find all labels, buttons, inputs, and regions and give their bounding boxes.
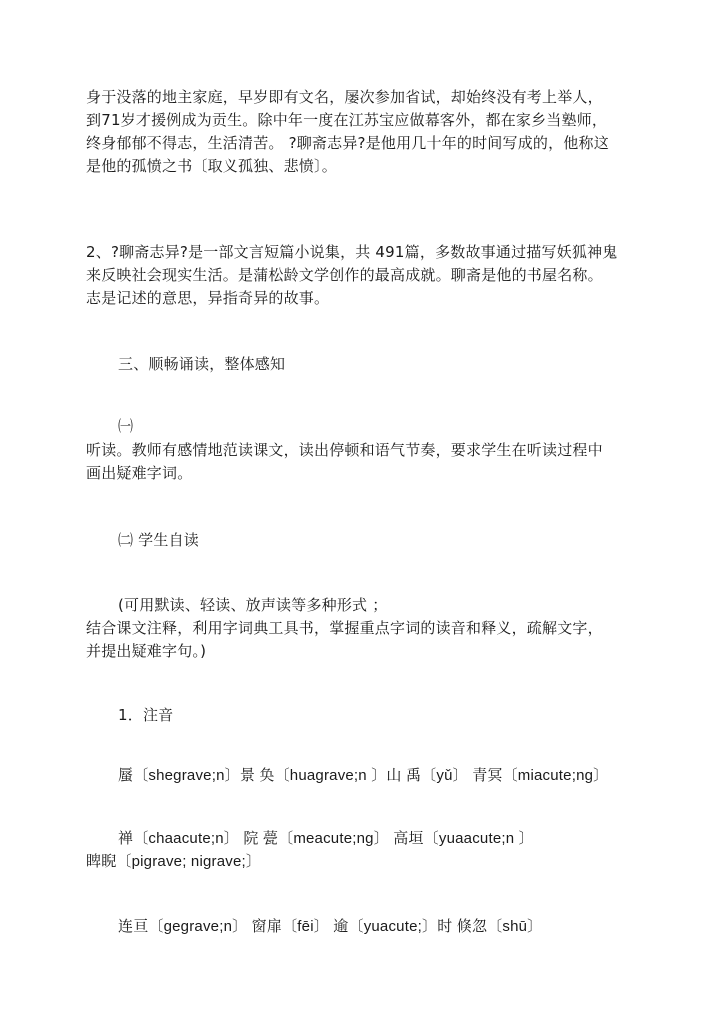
sub-1-marker: ㈠: [118, 417, 134, 435]
sub-2-heading: ㈡ 学生自读: [118, 531, 199, 549]
intro-line-4: 是他的孤愤之书〔取义孤独、悲愤〕。: [86, 157, 337, 175]
pronunciation-line-1: 蜃〔shegrave;n〕景 奂〔huagrave;n 〕山 禹〔yǔ〕 青冥〔miacute;ng〕: [118, 767, 609, 784]
section-3-heading: 三、顺畅诵读，整体感知: [118, 355, 286, 373]
pronunciation-line-2: 禅〔chaacute;n〕 院 甍〔meacute;ng〕 高垣〔yuaacute;n 〕: [118, 830, 534, 847]
item-2-line-3: 志是记述的意思，异指奇异的故事。: [86, 289, 330, 307]
pronunciation-heading: 1．注音: [118, 706, 174, 724]
sub-2-note-line-1: (可用默读、轻读、放声读等多种形式 ；: [118, 596, 388, 614]
intro-line-3: 终身郁郁不得志，生活清苦。 ?聊斋志异?是他用几十年的时间写成的，他称这: [86, 134, 609, 152]
item-2-line-2: 来反映社会现实生活。是蒲松龄文学创作的最高成就。聊斋是他的书屋名称。: [86, 266, 603, 284]
sub-2-note-line-3: 并提出疑难字句。): [86, 642, 207, 660]
item-2-line-1: 2、?聊斋志异?是一部文言短篇小说集，共 491篇，多数故事通过描写妖狐神鬼: [86, 243, 618, 261]
sub-1-line-2: 画出疑难字词。: [86, 464, 193, 482]
intro-line-2: 到71岁才援例成为贡生。除中年一度在江苏宝应做幕客外，都在家乡当塾师，: [86, 111, 608, 129]
intro-line-1: 身于没落的地主家庭，早岁即有文名，屡次参加省试，却始终没有考上举人，: [86, 88, 603, 106]
pronunciation-line-3: 睥睨〔pigrave; nigrave;〕: [86, 853, 262, 870]
pronunciation-line-4: 连亘〔gegrave;n〕 窗扉〔fēi〕 逾〔yuacute;〕时 倏忽〔shū〕: [118, 918, 543, 935]
sub-2-note-line-2: 结合课文注释，利用字词典工具书，掌握重点字词的读音和释义，疏解文字，: [86, 619, 603, 637]
sub-1-line-1: 听读。教师有感情地范读课文，读出停顿和语气节奏，要求学生在听读过程中: [86, 441, 603, 459]
